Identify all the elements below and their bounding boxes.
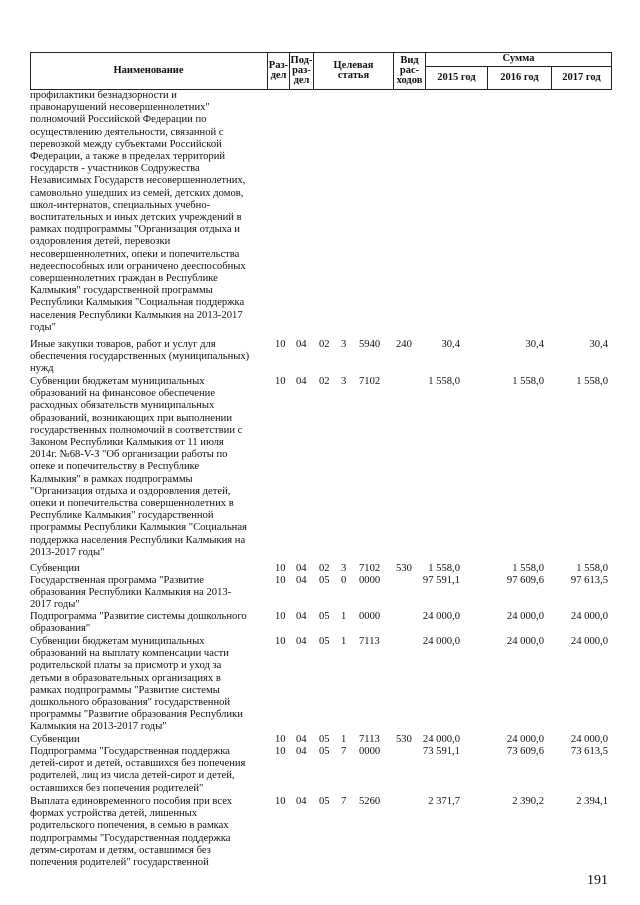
cell-cs3: 7102 — [359, 563, 381, 574]
row-name-line: "Организация отдыха и оздоровления детей, — [30, 485, 231, 497]
cell-s2016: 2 390,2 — [512, 796, 544, 807]
cell-pr: 04 — [296, 575, 307, 586]
row-name-line: Калмыкия" в рамках подпрограммы — [30, 473, 193, 485]
row-name-line: населения Республики Калмыкия на 2013-2017 — [30, 309, 243, 321]
row-name-line: перевозкой между субъектами Российской — [30, 138, 222, 150]
row-name-line: профилактики безнадзорности и — [30, 90, 177, 101]
cell-cs2: 1 — [341, 734, 347, 745]
cell-s2015: 1 558,0 — [428, 563, 460, 574]
row-name-line: полномочий Российской Федерации по — [30, 114, 207, 126]
row-name-line: расходных обязательств муниципальных — [30, 400, 215, 412]
cell-s2015: 1 558,0 — [428, 376, 460, 387]
cell-pr: 04 — [296, 339, 307, 350]
row-name-line: Республике Калмыкия" государственной — [30, 510, 214, 522]
cell-rz: 10 — [275, 575, 286, 586]
cell-s2016: 24 000,0 — [506, 611, 544, 622]
row-name-line: несовершеннолетних, опеки и попечительства — [30, 248, 240, 260]
row-name-line: попечения родителей" государственной — [30, 857, 209, 869]
row-name-line: государственных полномочий в соответствии с — [30, 424, 243, 436]
cell-rz: 10 — [275, 796, 286, 807]
page-number: 191 — [587, 873, 608, 888]
row-name-line: Подпрограмма "Государственная поддержка — [30, 746, 230, 757]
cell-vr: 530 — [396, 563, 412, 574]
table-header — [30, 52, 612, 90]
row-name-line: Государственная программа "Развитие — [30, 575, 204, 586]
header-2016: 2016 год — [488, 67, 552, 90]
row-name-line: Субвенции бюджетам муниципальных — [30, 636, 205, 647]
cell-pr: 04 — [296, 563, 307, 574]
cell-s2016: 73 609,6 — [506, 746, 544, 757]
cell-cs1: 05 — [319, 746, 330, 757]
row-name — [30, 734, 272, 746]
cell-cs1: 05 — [319, 734, 330, 745]
row-name-line: образований на выплату компенсации части — [30, 648, 229, 660]
row-name-line: осуществлению деятельности, связанной с — [30, 126, 224, 138]
cell-cs1: 02 — [319, 339, 330, 350]
cell-rz: 10 — [275, 611, 286, 622]
row-name-line: образований, возникающих при выполнении — [30, 412, 232, 424]
row-name-line: родительской платы за присмотр и уход за — [30, 660, 222, 672]
cell-rz: 10 — [275, 636, 286, 647]
row-name-line: оставшихся без попечения родителей" — [30, 782, 204, 794]
cell-s2017: 30,4 — [589, 339, 608, 350]
cell-pr: 04 — [296, 611, 307, 622]
cell-s2017: 97 613,5 — [570, 575, 608, 586]
cell-cs2: 1 — [341, 611, 347, 622]
row-name-line: государств - участников Содружества — [30, 163, 200, 175]
row-name-line: школ-интернатов, специальных учебно- — [30, 199, 211, 211]
row-name-line: самовольно ушедших из семей, детских домов, — [30, 187, 244, 199]
cell-pr: 04 — [296, 746, 307, 757]
row-name-line: Выплата единовременного пособия при всех — [30, 796, 233, 807]
row-name-line: Иные закупки товаров, работ и услуг для — [30, 339, 216, 350]
row-name-line: совершеннолетних граждан в Республике — [30, 273, 218, 285]
header-celevaya: Целевая статья — [314, 52, 394, 90]
cell-s2017: 73 613,5 — [570, 746, 608, 757]
cell-vr: 240 — [396, 339, 412, 350]
cell-cs1: 02 — [319, 376, 330, 387]
cell-cs3: 5940 — [359, 339, 381, 350]
header-razdel: Раз-дел — [268, 52, 290, 90]
cell-pr: 04 — [296, 636, 307, 647]
row-name-line: программы Республики Калмыкия "Социальная — [30, 522, 247, 534]
row-name-line: нужд — [30, 363, 54, 375]
row-name-line: Республики Калмыкия "Социальная поддержка — [30, 297, 245, 309]
row-name — [30, 636, 272, 734]
cell-cs2: 7 — [341, 746, 347, 757]
row-name-line: опеке и попечительству в Республике — [30, 461, 200, 473]
cell-cs2: 0 — [341, 575, 347, 586]
row-name-line: поддержка населения Республики Калмыкия на — [30, 534, 246, 546]
row-name-line: 2014г. №68-V-З "Об организации работы по — [30, 449, 228, 461]
cell-cs3: 0000 — [359, 746, 381, 757]
cell-cs3: 0000 — [359, 575, 381, 586]
cell-s2015: 24 000,0 — [422, 611, 460, 622]
row-name — [30, 376, 272, 559]
row-name-line: образования Республики Калмыкия на 2013- — [30, 587, 232, 599]
row-name-line: недееспособных или ограничено дееспособных — [30, 260, 246, 272]
cell-cs3: 7102 — [359, 376, 381, 387]
header-name: Наименование — [30, 52, 268, 90]
row-name-line: Подпрограмма "Развитие системы дошкольного — [30, 611, 247, 622]
header-podrazdel: Под-раз-дел — [290, 52, 314, 90]
cell-s2017: 1 558,0 — [576, 376, 608, 387]
cell-cs3: 5260 — [359, 796, 381, 807]
cell-cs1: 05 — [319, 575, 330, 586]
row-name-line: детей-сирот и детей, оставшихся без попечения — [30, 758, 246, 770]
cell-s2016: 1 558,0 — [512, 376, 544, 387]
row-name-line: детям-сиротам и детям, оставшимся без — [30, 844, 211, 856]
row-name-line: Федерации, а также в пределах территорий — [30, 151, 226, 163]
cell-s2017: 24 000,0 — [570, 734, 608, 745]
row-name-line: программы "Развитие образования Республики — [30, 709, 243, 721]
row-name-line: родителей, лиц из числа детей-сирот и детей, — [30, 770, 235, 782]
row-name — [30, 611, 272, 635]
cell-cs2: 3 — [341, 563, 347, 574]
cell-s2017: 1 558,0 — [576, 563, 608, 574]
cell-cs2: 3 — [341, 339, 347, 350]
cell-s2015: 2 371,7 — [428, 796, 460, 807]
cell-cs3: 7113 — [359, 636, 380, 647]
row-name-line: Законом Республики Калмыкия от 11 июля — [30, 437, 224, 449]
row-name-line: Субвенции — [30, 734, 80, 745]
row-name-line: оздоровления детей, перевозки — [30, 236, 171, 248]
cell-rz: 10 — [275, 563, 286, 574]
cell-s2015: 73 591,1 — [422, 746, 460, 757]
row-name-line: детьми в образовательных организациях в — [30, 672, 221, 684]
row-name-line: родительского попечения, в семью в рамках — [30, 820, 229, 832]
row-name-line: образований на финансовое обеспечение — [30, 388, 216, 400]
cell-s2015: 24 000,0 — [422, 636, 460, 647]
cell-cs1: 05 — [319, 636, 330, 647]
cell-s2015: 97 591,1 — [422, 575, 460, 586]
row-name — [30, 563, 272, 575]
row-name-line: Субвенции бюджетам муниципальных — [30, 376, 205, 387]
cell-s2015: 30,4 — [441, 339, 460, 350]
cell-s2017: 24 000,0 — [570, 636, 608, 647]
cell-s2016: 1 558,0 — [512, 563, 544, 574]
row-name-line: годы" — [30, 321, 56, 333]
row-name-line: обеспечения государственных (муниципальных) — [30, 351, 250, 363]
cell-cs3: 0000 — [359, 611, 381, 622]
row-name — [30, 339, 272, 376]
cell-cs2: 7 — [341, 796, 347, 807]
row-name-line: опеки и попечительства совершеннолетних в — [30, 498, 234, 510]
cell-rz: 10 — [275, 376, 286, 387]
cell-cs1: 05 — [319, 611, 330, 622]
cell-s2016: 24 000,0 — [506, 734, 544, 745]
row-name — [30, 90, 272, 334]
header-2015: 2015 год — [426, 67, 488, 90]
cell-rz: 10 — [275, 734, 286, 745]
header-vid: Вид рас-ходов — [394, 52, 426, 90]
row-name-line: дошкольного образования" государственной — [30, 697, 231, 709]
row-name — [30, 796, 272, 869]
cell-vr: 530 — [396, 734, 412, 745]
cell-s2016: 24 000,0 — [506, 636, 544, 647]
cell-pr: 04 — [296, 376, 307, 387]
cell-pr: 04 — [296, 734, 307, 745]
cell-s2017: 2 394,1 — [576, 796, 608, 807]
row-name-line: Калмыкия" государственной программы — [30, 285, 213, 297]
row-name-line: рамках подпрограммы "Развитие системы — [30, 684, 220, 696]
cell-pr: 04 — [296, 796, 307, 807]
cell-cs3: 7113 — [359, 734, 380, 745]
row-name-line: 2013-2017 годы" — [30, 546, 105, 558]
cell-s2016: 30,4 — [525, 339, 544, 350]
header-summa: Сумма — [426, 52, 612, 67]
cell-cs1: 02 — [319, 563, 330, 574]
header-2017: 2017 год — [552, 67, 612, 90]
row-name-line: формах устройства детей, лишенных — [30, 808, 198, 820]
cell-rz: 10 — [275, 339, 286, 350]
row-name-line: правонарушений несовершеннолетних" — [30, 102, 210, 114]
cell-cs2: 3 — [341, 376, 347, 387]
row-name-line: Калмыкия на 2013-2017 годы" — [30, 721, 167, 733]
cell-rz: 10 — [275, 746, 286, 757]
row-name-line: образования" — [30, 623, 91, 635]
cell-s2015: 24 000,0 — [422, 734, 460, 745]
row-name-line: Субвенции — [30, 563, 80, 574]
cell-s2017: 24 000,0 — [570, 611, 608, 622]
cell-cs2: 1 — [341, 636, 347, 647]
row-name — [30, 746, 272, 795]
row-name-line: Независимых Государств несовершеннолетних, — [30, 175, 246, 187]
cell-cs1: 05 — [319, 796, 330, 807]
row-name-line: 2017 годы" — [30, 599, 80, 611]
row-name — [30, 575, 272, 612]
row-name-line: подпрограммы "Государственная поддержка — [30, 832, 231, 844]
row-name-line: рамках подпрограммы "Организация отдыха и — [30, 224, 240, 236]
row-name-line: воспитательных и иных детских учреждений в — [30, 212, 242, 224]
cell-s2016: 97 609,6 — [506, 575, 544, 586]
